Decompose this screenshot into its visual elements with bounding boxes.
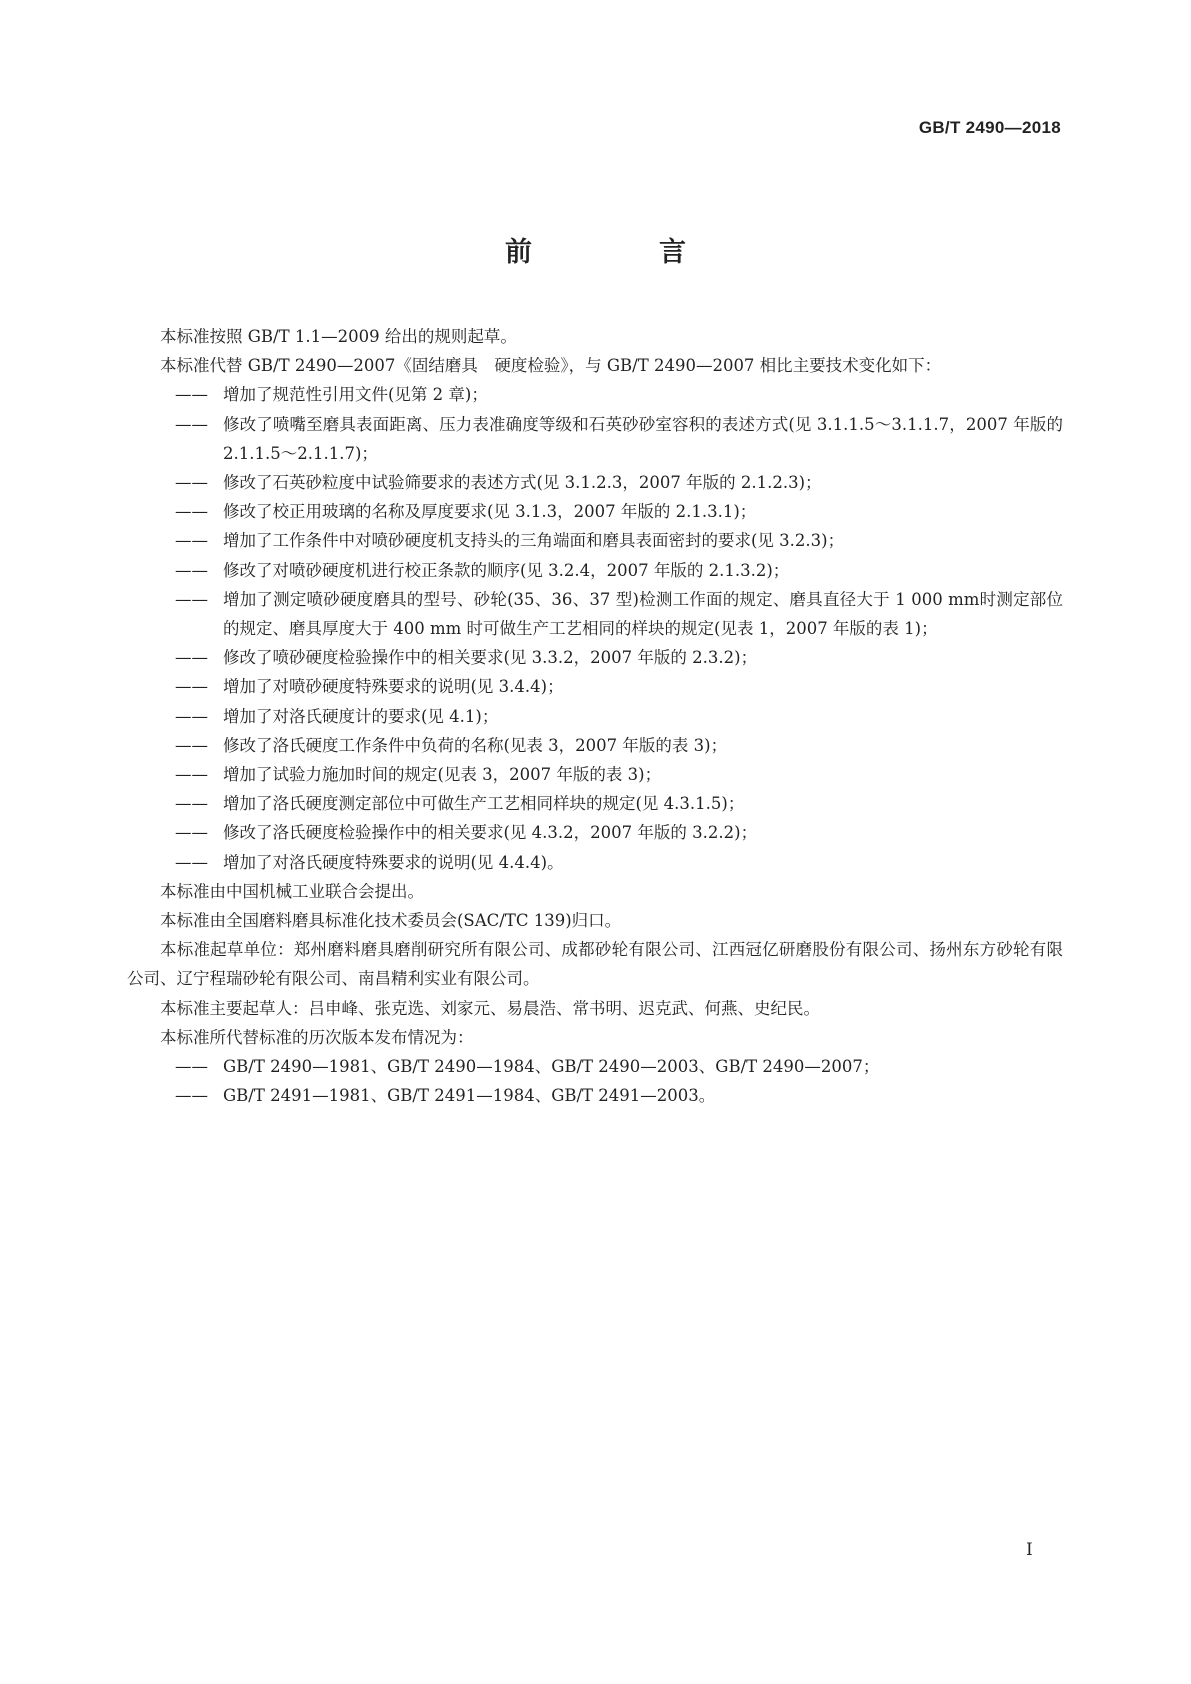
- list-item-text: 增加了对洛氏硬度计的要求(见 4.1)；: [223, 706, 499, 726]
- dash-marker: ——: [175, 794, 208, 814]
- dash-marker: ——: [175, 706, 208, 726]
- dash-marker: ——: [175, 414, 208, 434]
- list-item-text: 增加了测定喷砂硬度磨具的型号、砂轮(35、36、37 型)检测工作面的规定、磨具直径大于 1 000 mm时测定部位的规定、磨具厚度大于 400 mm 时可做生产工艺相同的样块的规定(见表 1，2007 年版的表 1)；: [223, 589, 1063, 639]
- list-item: [127, 643, 1063, 672]
- dash-marker: ——: [175, 502, 208, 522]
- list-item: [127, 1052, 1063, 1081]
- list-item: [127, 380, 1063, 409]
- list-item: [127, 468, 1063, 497]
- document-body: [127, 322, 1063, 1110]
- dash-marker: ——: [175, 1057, 208, 1077]
- list-item: [127, 848, 1063, 877]
- closing-paragraph: 本标准所代替标准的历次版本发布情况为：: [160, 1027, 474, 1047]
- list-item-text: 修改了喷嘴至磨具表面距离、压力表准确度等级和石英砂砂室容积的表述方式(见 3.1.1.5～3.1.1.7，2007 年版的 2.1.1.5～2.1.1.7)；: [223, 414, 1063, 463]
- list-item-text: 修改了洛氏硬度工作条件中负荷的名称(见表 3，2007 年版的表 3)；: [223, 735, 728, 755]
- list-item: [127, 789, 1063, 818]
- list-item: [127, 818, 1063, 847]
- list-item: [127, 410, 1063, 468]
- list-item-text: 增加了规范性引用文件(见第 2 章)；: [223, 385, 488, 405]
- list-item: [127, 1081, 1063, 1110]
- dash-marker: ——: [175, 823, 208, 843]
- list-item: [127, 497, 1063, 526]
- history-list: [127, 1052, 1063, 1110]
- list-item: [127, 702, 1063, 731]
- dash-marker: ——: [175, 560, 208, 580]
- dash-marker: ——: [175, 531, 208, 551]
- list-item-text: 增加了工作条件中对喷砂硬度机支持头的三角端面和磨具表面密封的要求(见 3.2.3)；: [223, 531, 845, 551]
- page-number: I: [1026, 1540, 1033, 1560]
- list-item-text: 增加了洛氏硬度测定部位中可做生产工艺相同样块的规定(见 4.3.1.5)；: [223, 794, 745, 814]
- dash-marker: ——: [175, 765, 208, 785]
- dash-marker: ——: [175, 648, 208, 668]
- closing-paragraph: 本标准由全国磨料磨具标准化技术委员会(SAC/TC 139)归口。: [160, 911, 622, 931]
- closing-paragraph: 本标准主要起草人：吕申峰、张克选、刘家元、易晨浩、常书明、迟克武、何燕、史纪民。: [160, 998, 820, 1018]
- intro-paragraph: 本标准代替 GB/T 2490—2007《固结磨具 硬度检验》，与 GB/T 2490—2007 相比主要技术变化如下：: [160, 356, 942, 376]
- closing-paragraph: 本标准起草单位：郑州磨料磨具磨削研究所有限公司、成都砂轮有限公司、江西冠亿研磨股份有限公司、扬州东方砂轮有限公司、辽宁程瑞砂轮有限公司、南昌精利实业有限公司。: [127, 940, 1063, 989]
- list-item: [127, 585, 1063, 643]
- dash-marker: ——: [175, 473, 208, 493]
- list-item-text: GB/T 2490—1981、GB/T 2490—1984、GB/T 2490—2003、GB/T 2490—2007；: [223, 1057, 880, 1077]
- dash-marker: ——: [175, 589, 208, 609]
- closing-paragraph: 本标准由中国机械工业联合会提出。: [160, 881, 424, 901]
- dash-marker: ——: [175, 1086, 208, 1106]
- dash-marker: ——: [175, 852, 208, 872]
- list-item: [127, 556, 1063, 585]
- list-item-text: 修改了洛氏硬度检验操作中的相关要求(见 4.3.2，2007 年版的 3.2.2)；: [223, 823, 758, 843]
- page-title: 前 言: [505, 237, 736, 268]
- changes-list: [127, 380, 1063, 876]
- list-item-text: 修改了石英砂粒度中试验筛要求的表述方式(见 3.1.2.3，2007 年版的 2.1.2.3)；: [223, 473, 822, 493]
- dash-marker: ——: [175, 677, 208, 697]
- standard-code: GB/T 2490—2018: [918, 118, 1061, 137]
- intro-paragraph: 本标准按照 GB/T 1.1—2009 给出的规则起草。: [160, 327, 517, 346]
- list-item-text: 修改了对喷砂硬度机进行校正条款的顺序(见 3.2.4，2007 年版的 2.1.3.2)；: [223, 560, 790, 580]
- list-item-text: 增加了试验力施加时间的规定(见表 3，2007 年版的表 3)；: [223, 765, 662, 785]
- list-item-text: GB/T 2491—1981、GB/T 2491—1984、GB/T 2491—2003。: [223, 1086, 716, 1106]
- list-item-text: 修改了校正用玻璃的名称及厚度要求(见 3.1.3，2007 年版的 2.1.3.1)；: [223, 502, 757, 522]
- list-item-text: 增加了对喷砂硬度特殊要求的说明(见 3.4.4)；: [223, 677, 564, 697]
- list-item: [127, 526, 1063, 555]
- dash-marker: ——: [175, 735, 208, 755]
- list-item: [127, 731, 1063, 760]
- list-item: [127, 672, 1063, 701]
- list-item: [127, 760, 1063, 789]
- list-item-text: 增加了对洛氏硬度特殊要求的说明(见 4.4.4)。: [223, 852, 564, 872]
- dash-marker: ——: [175, 385, 208, 405]
- list-item-text: 修改了喷砂硬度检验操作中的相关要求(见 3.3.2，2007 年版的 2.3.2)；: [223, 648, 758, 668]
